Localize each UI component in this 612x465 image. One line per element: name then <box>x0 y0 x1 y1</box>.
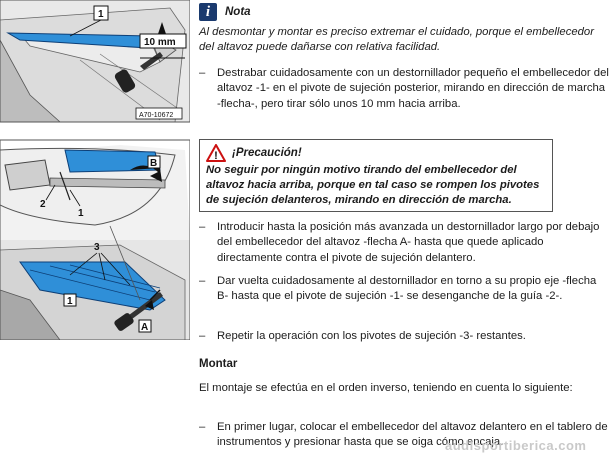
caution-text: No seguir por ningún motivo tirando del embellecedor del altavoz hacia arriba, porque en tal caso se rompen los pivotes de sujeción delanteros, mirando en dirección de marcha. <box>206 164 540 206</box>
warning-triangle-icon <box>206 144 226 162</box>
info-icon: i <box>199 3 217 21</box>
label-1-top: 1 <box>98 9 104 20</box>
caution-box <box>199 139 553 212</box>
label-1-bottom: 1 <box>67 296 73 307</box>
step-text: Dar vuelta cuidadosamente al destornillador en torno a su propio eje -flecha B- hasta que el pivote de sujeción -1- se desenganche de la guía -2-. <box>217 275 597 303</box>
step-unlock: – Destrabar cuidadosamente con un destornillador pequeño el embellecedor del altavoz -1- en el pivote de sujeción posterior, mirando en dirección de marcha -flecha-, pero tirar sólo unos 10 mm hacia arriba. <box>199 66 609 112</box>
section-title-montar: Montar <box>199 358 238 370</box>
label-3: 3 <box>94 242 100 253</box>
step-text: Repetir la operación con los pivotes de sujeción -3- restantes. <box>217 330 526 342</box>
top-detail-figure <box>0 0 190 122</box>
step-text: Destrabar cuidadosamente con un destornillador pequeño el embellecedor del altavoz -1- en el pivote de sujeción posterior, mirando en dirección de marcha -flecha-, pero tirar sólo unos 10 mm hacia arriba. <box>217 67 609 110</box>
installation-illustration <box>0 0 190 340</box>
label-1-detail: 1 <box>78 208 84 219</box>
caution-title: ¡Precaución! <box>232 147 302 159</box>
step-repeat: – Repetir la operación con los pivotes de sujeción -3- restantes. <box>199 329 609 344</box>
note-title: Nota <box>225 6 251 18</box>
label-A: A <box>141 322 149 333</box>
note-header <box>199 2 251 22</box>
label-10mm: 10 mm <box>144 37 176 48</box>
bottom-detail-figure <box>0 140 190 340</box>
step-text: En primer lugar, colocar el embellecedor del altavoz delantero en el tablero de instrumentos y presionar hasta que se oiga cómo encaja. <box>217 421 608 449</box>
watermark: audisportiberica.com <box>445 438 587 453</box>
label-B: B <box>150 158 158 169</box>
label-2: 2 <box>40 199 46 210</box>
step-text: Introducir hasta la posición más avanzada un destornillador largo por debajo del embellecedor del altavoz -flecha A- hasta que quede aplicado directamente contra el pivote de sujeción delantero. <box>217 221 600 264</box>
step-insert-screwdriver: – Introducir hasta la posición más avanzada un destornillador largo por debajo del embellecedor del altavoz -flecha A- hasta que quede aplicado directamente contra el pivote de sujeción delantero. <box>199 220 609 266</box>
note-text: Al desmontar y montar es preciso extremar el cuidado, porque el embellecedor del altavoz puede dañarse con relativa facilidad. <box>199 26 594 54</box>
step-rotate-screwdriver: – Dar vuelta cuidadosamente al destornillador en torno a su propio eje -flecha B- hasta que el pivote de sujeción -1- se desenganche de la guía -2-. <box>199 274 609 305</box>
svg-text:!: ! <box>214 150 218 162</box>
figure-code: A70-10672 <box>139 112 174 119</box>
step-mount: – En primer lugar, colocar el embellecedor del altavoz delantero en el tablero de instrumentos y presionar hasta que se oiga cómo encaja. <box>199 420 609 451</box>
montar-intro: El montaje se efectúa en el orden inverso, teniendo en cuenta lo siguiente: <box>199 382 573 394</box>
